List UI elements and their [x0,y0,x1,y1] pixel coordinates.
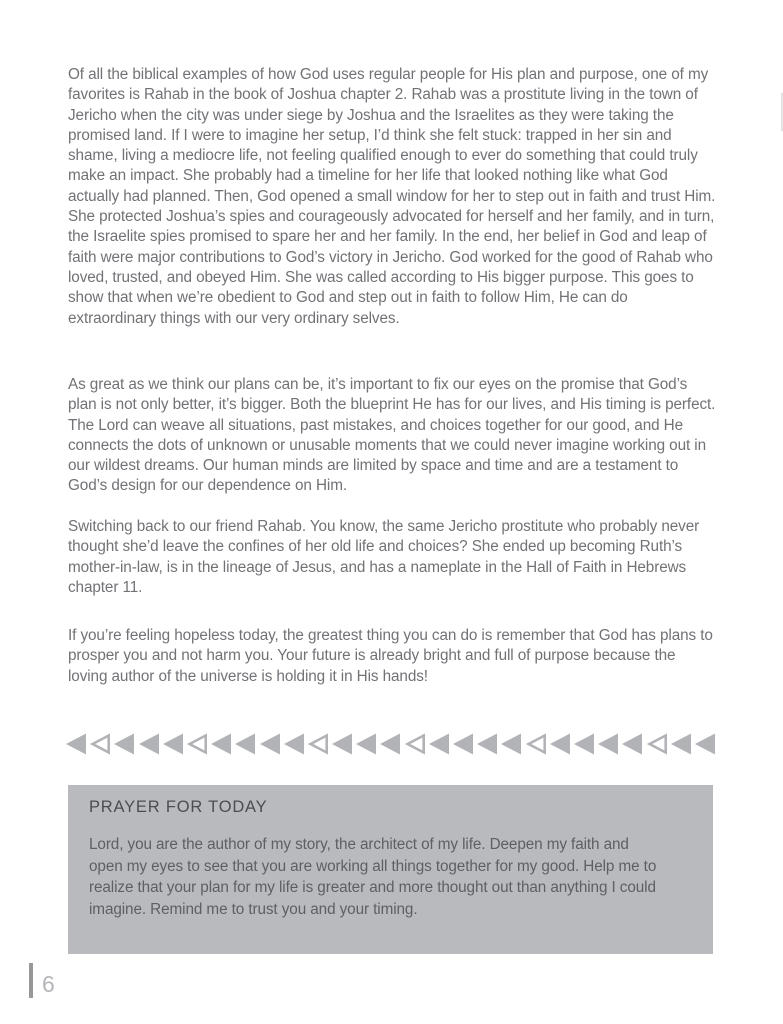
triangle-icon-filled [477,733,497,755]
triangle-icon-filled [163,733,183,755]
triangle-icon-filled [574,733,594,755]
triangle-icon-outline [187,733,207,755]
triangle-icon-filled [66,733,86,755]
page-number-bar [29,963,33,998]
triangle-icon-outline [90,733,110,755]
triangle-icon-filled [550,733,570,755]
body-paragraph: Switching back to our friend Rahab. You know, the same Jericho prostitute who probably never thought she’d leave the confines of her old life and choices? She ended up becoming Ruth’s mother-in-law, is in the lineage of Jesus, and has a nameplate in the Hall of Faith in Hebrews chapter 11. [68,518,700,596]
triangle-icon-filled [598,733,618,755]
triangle-icon-outline [526,733,546,755]
triangle-icon-filled [114,733,134,755]
triangle-icon-filled [453,733,473,755]
triangle-icon-filled [211,733,231,755]
body-paragraph: As great as we think our plans can be, it’s important to fix our eyes on the promise that God’s plan is not only better, it’s bigger. Both the blueprint He has for our lives, and His timing is perfect. The Lord can weave all situations, past mistakes, and choices together for our good, and He connects the dots of unknown or unusable moments that we could never imagine working out in our wildest dreams. Our human minds are limited by space and time and are a testament to God’s design for our dependence on Him. [68,376,716,495]
triangle-icon-filled [139,733,159,755]
prayer-body: Lord, you are the author of my story, the architect of my life. Deepen my faith and open my eyes to see that you are working all things together for my good. Help me to realize that your plan for my life is greater and more thought out than anything I could imagine. Remind me to trust you and your timing. [89,836,657,918]
triangle-icon-outline [647,733,667,755]
triangle-icon-filled [332,733,352,755]
triangle-icon-filled [356,733,376,755]
prayer-box [68,785,713,954]
triangle-icon-filled [501,733,521,755]
prayer-title: PRAYER FOR TODAY [89,798,268,816]
triangle-icon-filled [671,733,691,755]
triangle-icon-filled [380,733,400,755]
body-paragraph: If you’re feeling hopeless today, the greatest thing you can do is remember that God has plans to prosper you and not harm you. Your future is already bright and full of purpose because the loving author of the universe is holding it in His hands! [68,627,713,685]
page-number: 6 [42,971,55,997]
triangle-icon-outline [405,733,425,755]
triangle-icon-outline [308,733,328,755]
triangle-icon-filled [695,733,715,755]
triangle-divider [66,731,716,757]
triangle-icon-filled [284,733,304,755]
body-paragraph: Of all the biblical examples of how God uses regular people for His plan and purpose, one of my favorites is Rahab in the book of Joshua chapter 2. Rahab was a prostitute living in the town of Jericho when the city was under siege by Joshua and the Israelites as they were taking the promised land. If I were to imagine her setup, I’d think she felt stuck: trapped in her sin and shame, living a mediocre life, not feeling qualified enough to ever do something that could truly make an impact. She probably had a timeline for her life that looked nothing like what God actually had planned. Then, God opened a small window for her to step out in faith and trust Him. She protected Joshua’s spies and courageously advocated for herself and her family, and in turn, the Israelite spies promised to spare her and her family. In the end, her belief in God and leap of faith were major contributions to God’s victory in Jericho. God worked for the good of Rahab who loved, trusted, and obeyed Him. She was called according to His bigger purpose. This goes to show that when we’re obedient to God and step out in faith to follow Him, He can do extraordinary things with our very ordinary selves. [68,66,716,327]
triangle-icon-filled [260,733,280,755]
triangle-icon-filled [235,733,255,755]
triangle-icon-filled [622,733,642,755]
triangle-icon-filled [429,733,449,755]
